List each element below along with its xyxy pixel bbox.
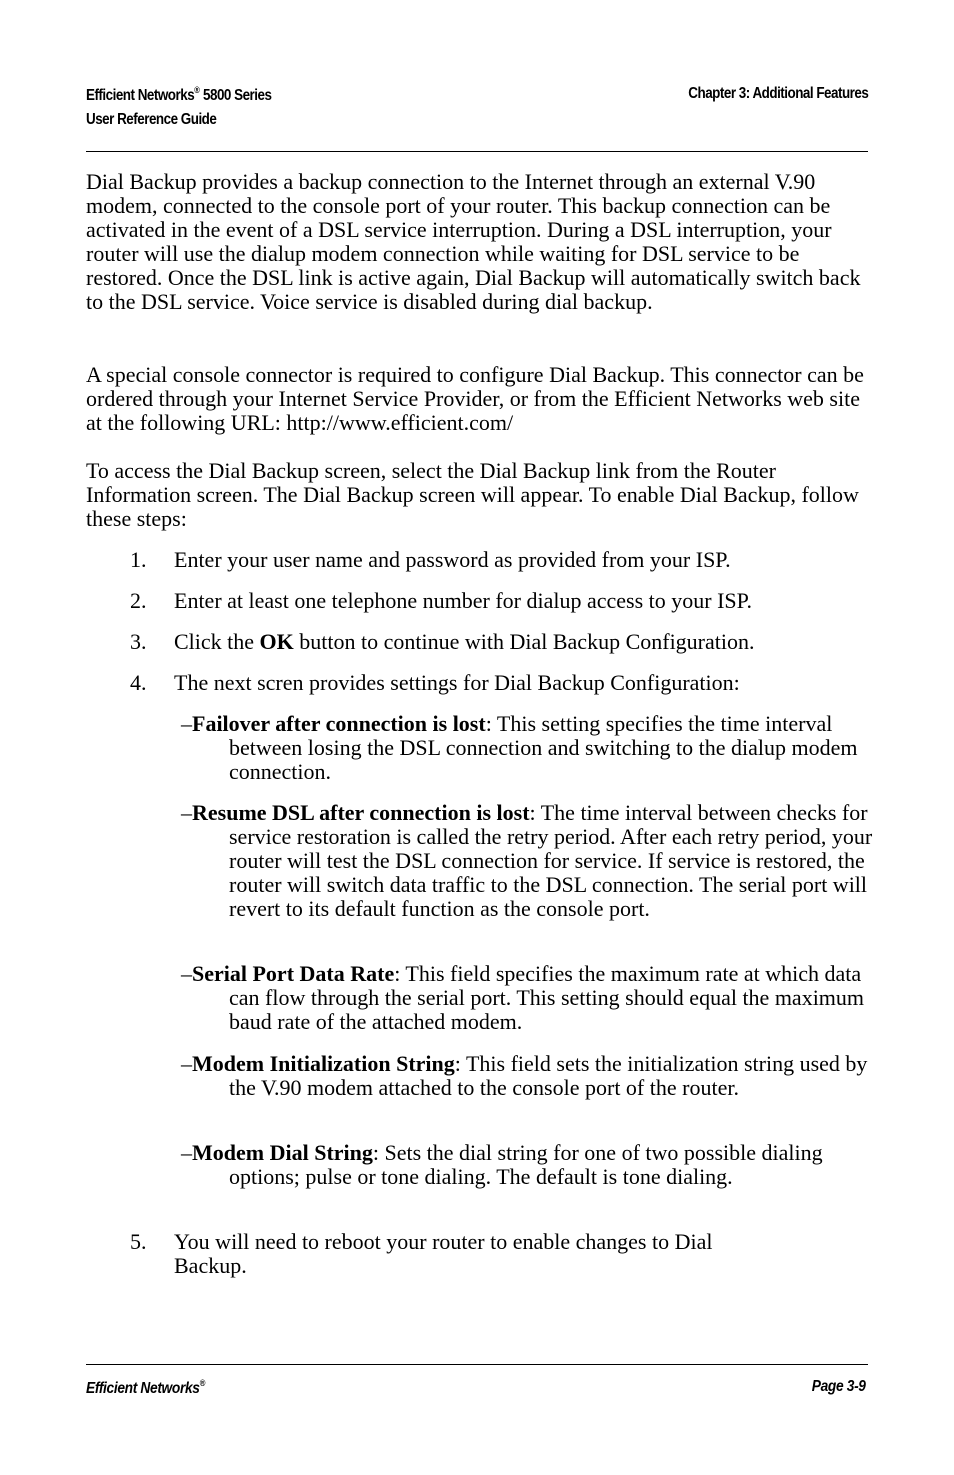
intro-paragraph-1: Dial Backup provides a backup connection to the Internet through an external V.90 modem, connected to the console port of your router. This backup connection can be activated in the event of a DSL service interruption. During a DSL interruption, your router will use the dialup modem connection while waiting for DSL service to be restored. Once the DSL link is active again, Dial Backup will automatically switch back to the DSL service. Voice service is disabled during dial backup. [86, 169, 861, 314]
step-number: 4. [130, 670, 147, 695]
header-title [86, 85, 271, 105]
setting-serial-port-data-rate: –Serial Port Data Rate: This field specifies the maximum rate at which data can flow through the serial port. This setting should equal the maximum baud rate of the attached modem. [181, 961, 865, 1034]
setting-description: : Sets the dial string for one of two possible dialing options; pulse or tone dialing. The default is tone dialing. [229, 1140, 823, 1189]
setting-term: Modem Dial String [192, 1140, 373, 1165]
step-number: 2. [130, 588, 147, 613]
header-registered-mark: ® [194, 85, 200, 95]
intro-paragraph-2: A special console connector is required to configure Dial Backup. This connector can be ordered through your Internet Service Provider, or from the Efficient Networks web site at the following URL: http://www.efficient.com/ [86, 362, 864, 435]
footer-brand: Efficient Networks® [86, 1378, 206, 1397]
setting-modem-init-string: –Modem Initialization String: This field sets the initialization string used by the V.90 modem attached to the console port of the router. [181, 1051, 868, 1100]
setting-description: : This field specifies the maximum rate at which data can flow through the serial port. This setting should equal the maximum baud rate of the attached modem. [229, 961, 865, 1034]
step-text: Enter your user name and password as provided from your ISP. [174, 547, 731, 572]
setting-term: Failover after connection is lost [192, 711, 486, 736]
setting-term: Serial Port Data Rate [192, 961, 395, 986]
footer-page-number: Page 3-9 [812, 1378, 866, 1395]
footer-registered-mark: ® [199, 1378, 206, 1388]
setting-term: Resume DSL after connection is lost [192, 800, 530, 825]
step-number: 1. [130, 547, 147, 572]
step-text: The next scren provides settings for Dial Backup Configuration: [174, 670, 740, 695]
ok-label: OK [259, 629, 294, 654]
setting-resume-dsl: –Resume DSL after connection is lost: The time interval between checks for service restoration is called the retry period. After each retry period, your router will test the DSL connection for service. If service is restored, the router will switch data traffic to the DSL connection. The serial port will revert to its default function as the console port. [181, 800, 873, 921]
header-series: 5800 Series [199, 87, 272, 104]
header-guide: User Reference Guide [86, 111, 217, 128]
setting-description: : This field sets the initialization string used by the V.90 modem attached to the console port of the router. [229, 1051, 868, 1100]
header-chapter: Chapter 3: Additional Features [687, 85, 868, 102]
step-text: Click the OK button to continue with Dial Backup Configuration. [174, 629, 755, 654]
header-brand: Efficient Networks [86, 87, 195, 104]
setting-term: Modem Initialization String [192, 1051, 455, 1076]
step-text: You will need to reboot your router to enable changes to Dial Backup. [174, 1229, 713, 1278]
setting-modem-dial-string: –Modem Dial String: Sets the dial string for one of two possible dialing options; pulse or tone dialing. The default is tone dialing. [181, 1140, 823, 1189]
header-rule [86, 151, 868, 152]
step-number: 5. [130, 1229, 147, 1254]
setting-description: : This setting specifies the time interval between losing the DSL connection and switching to the dialup modem connection. [229, 711, 858, 784]
step-number: 3. [130, 629, 147, 654]
footer-rule [86, 1364, 868, 1365]
intro-paragraph-3: To access the Dial Backup screen, select the Dial Backup link from the Router Information screen. The Dial Backup screen will appear. To enable Dial Backup, follow these steps: [86, 458, 859, 531]
setting-description: : The time interval between checks for service restoration is called the retry period. After each retry period, your router will test the DSL connection for service. If service is restored, the router will switch data traffic to the DSL connection. The serial port will revert to its default function as the console port. [229, 800, 873, 921]
step-text: Enter at least one telephone number for dialup access to your ISP. [174, 588, 752, 613]
setting-failover: –Failover after connection is lost: This setting specifies the time interval between losing the DSL connection and switching to the dialup modem connection. [181, 711, 858, 784]
